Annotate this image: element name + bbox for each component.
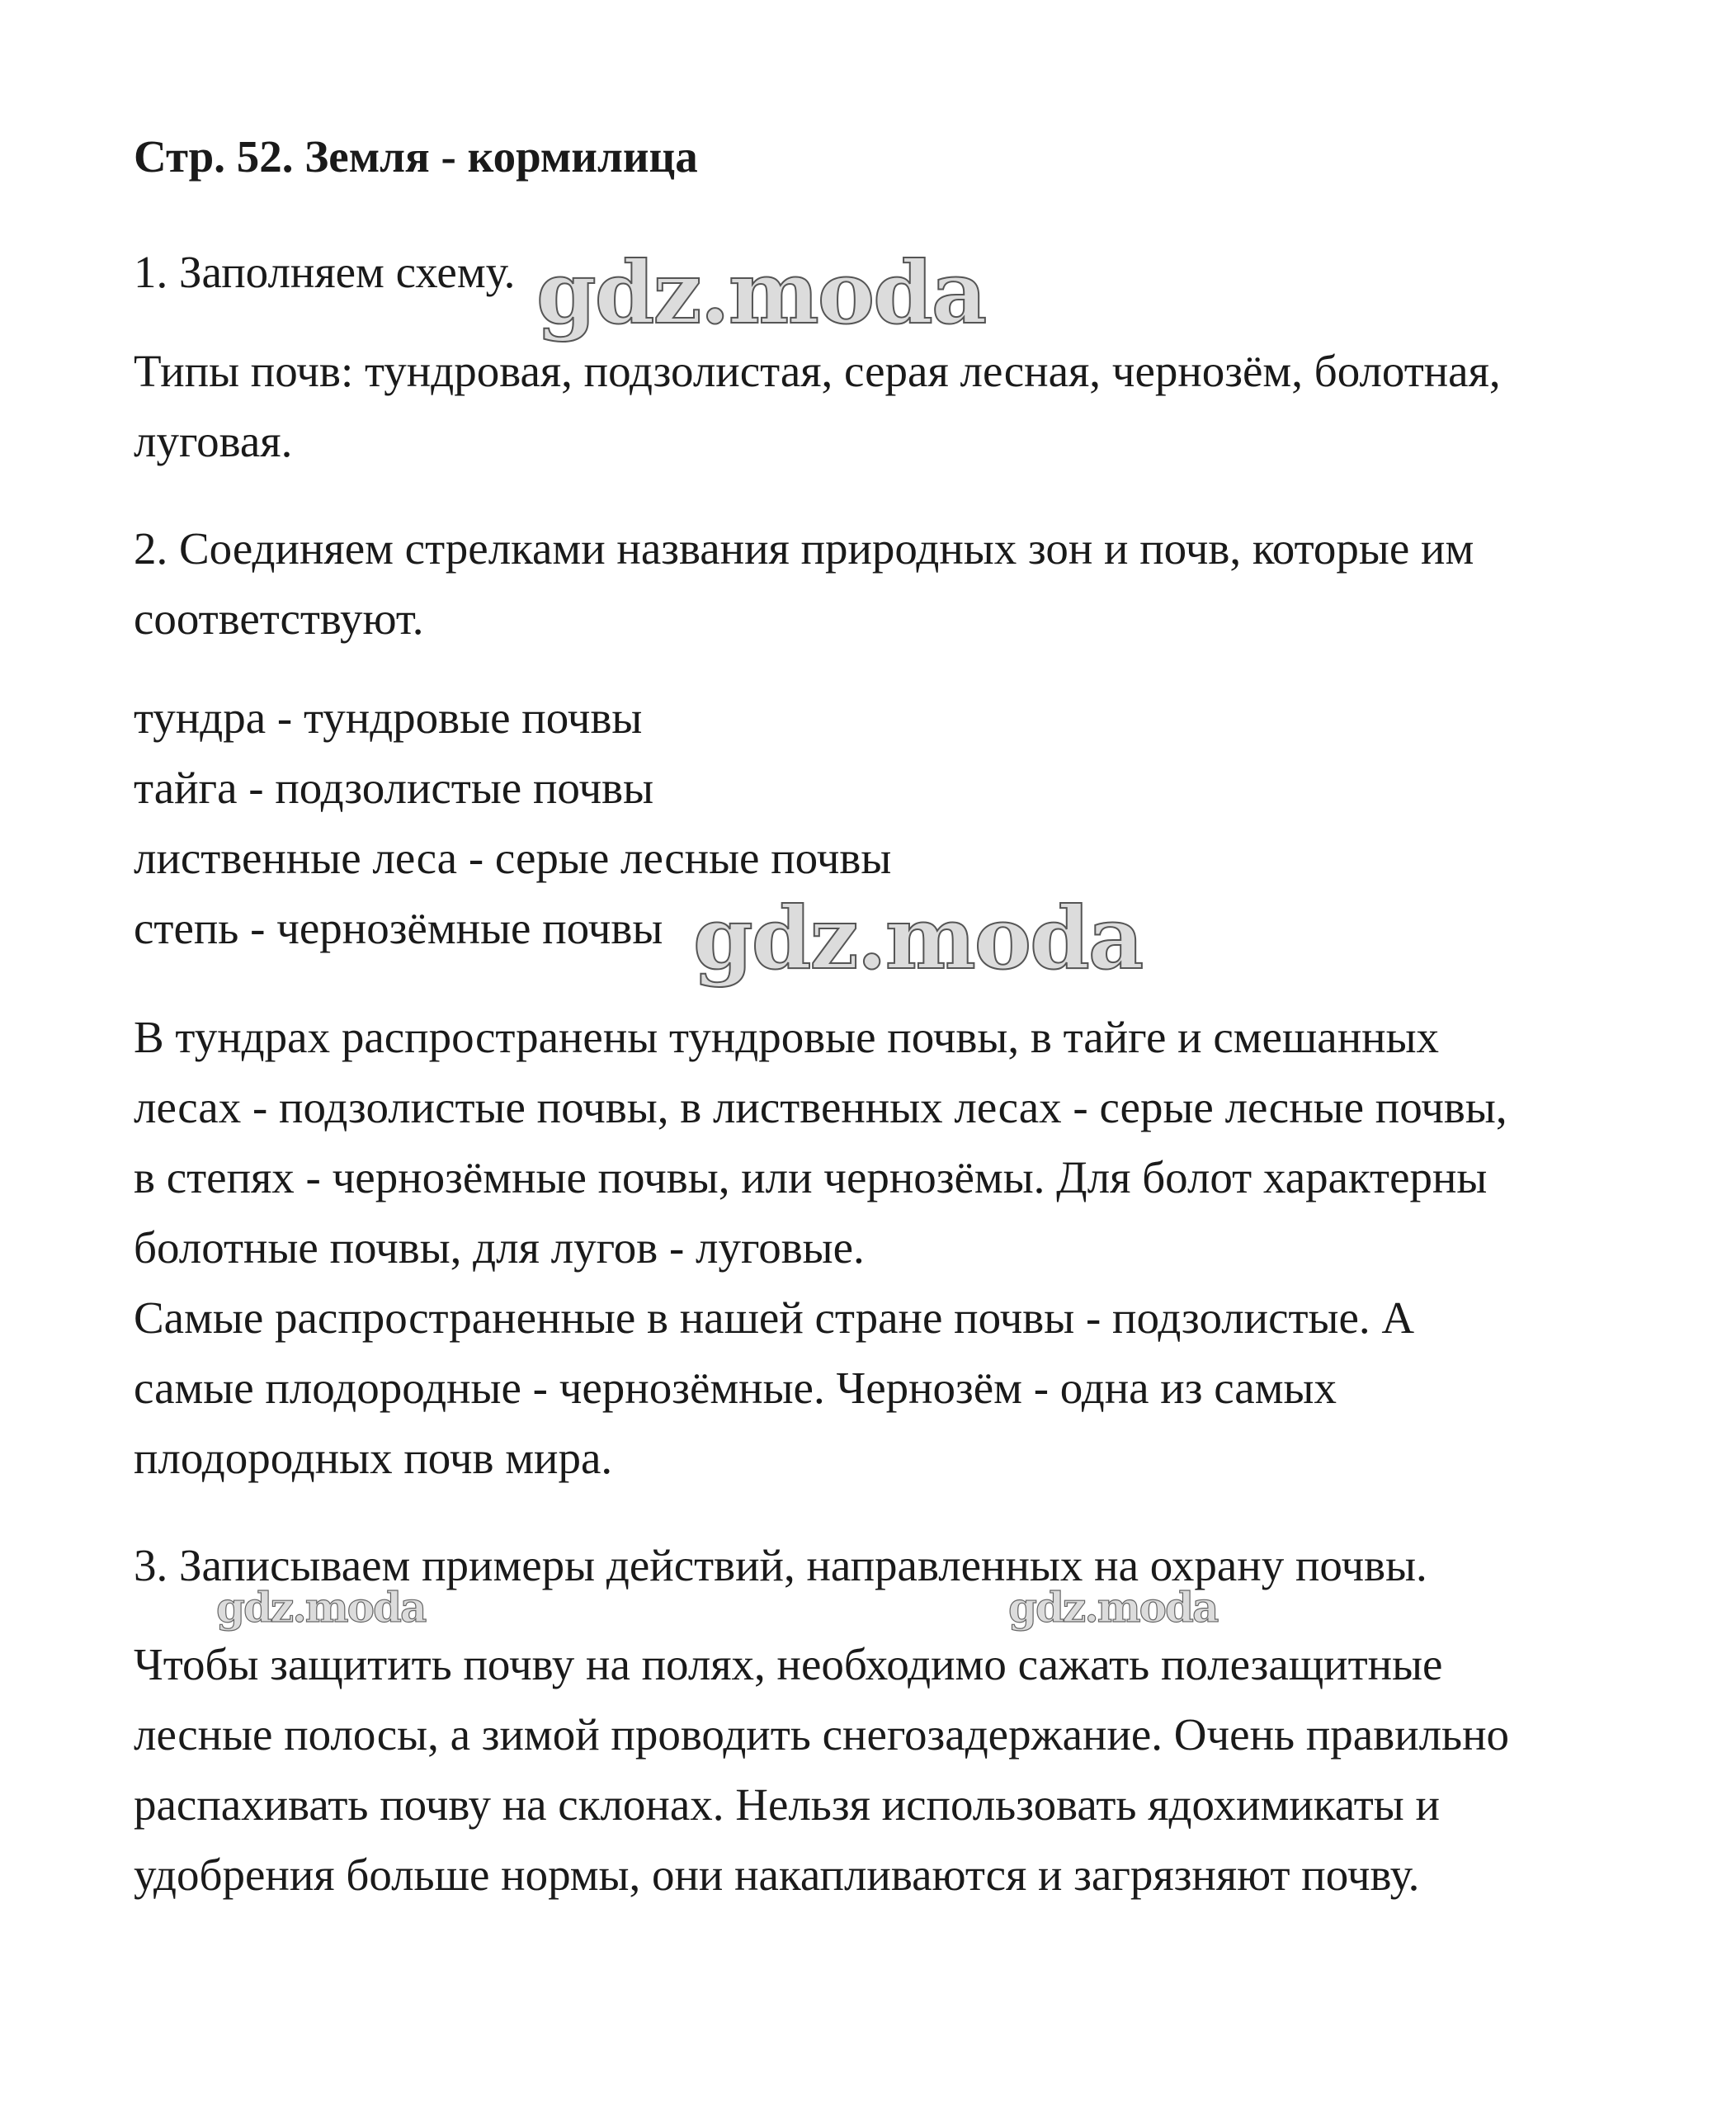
paragraph-line: Самые распространенные в нашей стране почвы - подзолистые. А bbox=[134, 1292, 1415, 1343]
pair-item: тайга - подзолистые почвы bbox=[134, 763, 654, 813]
paragraph-line: удобрения больше нормы, они накапливаются и загрязняют почву. bbox=[134, 1850, 1420, 1900]
watermark: gdz.moda bbox=[216, 1583, 426, 1632]
paragraph-line: распахивать почву на склонах. Нельзя использовать ядохимикаты и bbox=[134, 1779, 1440, 1830]
paragraph-line: самые плодородные - чернозёмные. Чернозём - одна из самых bbox=[134, 1363, 1337, 1413]
task2-heading: 2. Соединяем стрелками названия природных зон и почв, которые им bbox=[134, 523, 1474, 574]
paragraph-line: лесах - подзолистые почвы, в лиственных лесах - серые лесные почвы, bbox=[134, 1082, 1507, 1132]
task1-heading: 1. Заполняем схему. bbox=[134, 247, 516, 297]
pair-item: степь - чернозёмные почвы bbox=[134, 903, 663, 953]
paragraph-line: плодородных почв мира. bbox=[134, 1433, 613, 1483]
pair-item: тундра - тундровые почвы bbox=[134, 692, 643, 743]
paragraph-line: Чтобы защитить почву на полях, необходимо сажать полезащитные bbox=[134, 1639, 1443, 1689]
pair-item: лиственные леса - серые лесные почвы bbox=[134, 833, 892, 883]
task1-text-line: Типы почв: тундровая, подзолистая, серая лесная, чернозём, болотная, bbox=[134, 346, 1501, 396]
paragraph-line: в степях - чернозёмные почвы, или чернозёмы. Для болот характерны bbox=[134, 1152, 1488, 1202]
watermark: gdz.moda bbox=[693, 887, 1143, 989]
paragraph-line: лесные полосы, а зимой проводить снегозадержание. Очень правильно bbox=[134, 1709, 1510, 1760]
task1-text-line: луговая. bbox=[134, 416, 293, 466]
task3-heading: 3. Записываем примеры действий, направленных на охрану почвы. bbox=[134, 1540, 1427, 1590]
task2-heading: соответствуют. bbox=[134, 593, 424, 644]
watermark: gdz.moda bbox=[536, 242, 986, 343]
paragraph-line: В тундрах распространены тундровые почвы, в тайге и смешанных bbox=[134, 1012, 1440, 1062]
page-title: Стр. 52. Земля - кормилица bbox=[134, 131, 698, 182]
paragraph-line: болотные почвы, для лугов - луговые. bbox=[134, 1222, 865, 1273]
watermark: gdz.moda bbox=[1008, 1583, 1218, 1632]
